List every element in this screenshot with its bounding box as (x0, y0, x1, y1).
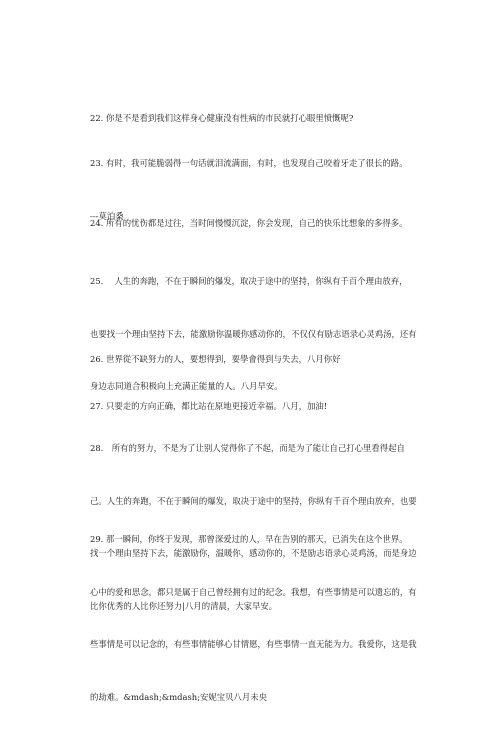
text-line: 27. 只要走的方向正确，都比站在原地更接近幸福。八月，加油! (90, 401, 328, 411)
text-line: 22. 你是不是看到我们这样身心健康没有性病的市民就打心眼里愤慨呢? (90, 113, 354, 123)
text-line: ---莫泊桑 (90, 210, 124, 221)
text-line: 己。人生的奔跑，不在于瞬间的爆发，取决于途中的坚持，你纵有千百个理由放弃，也要 (90, 495, 417, 506)
text-line: 26. 世界從不缺努力的人，要想得到，要學會得到与失去，八月你好 (90, 354, 341, 364)
text-line: 25. 人生的奔跑，不在于瞬间的爆发，取决于途中的坚持，你纵有千百个理由放弃， (90, 276, 408, 286)
text-line: 比你优秀的人比你还努力|八月的清晨，大家早安。 (90, 600, 278, 611)
text-line: 也要找一个理由坚持下去，能激励你温暖你感动你的，不仅仅有励志语录心灵鸡汤，还有 (90, 328, 417, 339)
text-line: 找一个理由坚持下去，能激励你，温暖你，感动你的，不是励志语录心灵鸡汤，而是身边 (90, 548, 417, 558)
text-line: 23. 有时，我可能脆弱得一句话就泪流满面，有时，也发现自己咬着牙走了很长的路。 (90, 158, 408, 168)
text-line: 24. 所有的忧伤都是过往，当时间慢慢沉淀，你会发现，自己的快乐比想象的多得多。 (90, 218, 408, 228)
text-line: 29. 那一瞬间，你终于发现，那曾深爱过的人，早在告别的那天，已消失在这个世界。 (90, 534, 408, 544)
text-line: 28. 所有的努力，不是为了让别人觉得你了不起，而是为了能让自己打心里看得起自 (90, 443, 405, 453)
text-line: 的劫难。&mdash;&mdash;安妮宝贝八月未央 (90, 691, 268, 702)
text-line: 些事情是可以记念的，有些事情能够心甘情愿，有些事情一直无能为力。我爱你，这是我 (90, 639, 417, 649)
text-line: 身边志同道合积极向上充满正能量的人。八月早安。 (90, 381, 283, 391)
paragraph-29 (90, 496, 420, 741)
text-line: 心中的爱和思念，都只是属于自己曾经拥有过的纪念。我想，有些事情是可以遗忘的，有 (90, 586, 417, 597)
